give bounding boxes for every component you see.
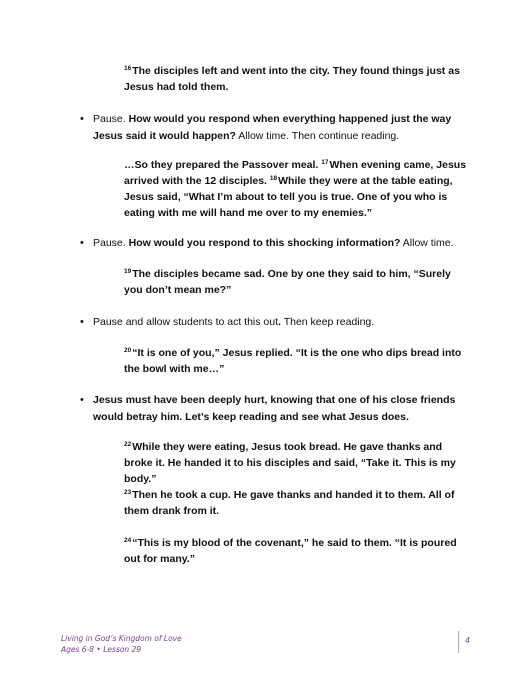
instruction-lead: Pause. bbox=[93, 237, 129, 249]
scripture-passage bbox=[124, 266, 469, 298]
bullet-icon: • bbox=[80, 394, 84, 406]
verse-number: 24 bbox=[124, 537, 132, 544]
instruction-text bbox=[93, 392, 483, 426]
page-number: 4 bbox=[465, 636, 471, 645]
footer-divider bbox=[458, 631, 459, 653]
scripture-passage bbox=[124, 535, 469, 567]
verse-text: …So they prepared the Passover meal. bbox=[124, 159, 322, 171]
instruction-text bbox=[93, 111, 483, 145]
teacher-commentary: Jesus must have been deeply hurt, knowing that one of his close friends would betray him. Let’s keep reading and see what Jesus does. bbox=[93, 394, 456, 423]
instruction-period: . bbox=[278, 316, 281, 328]
scripture-passage bbox=[124, 157, 469, 221]
bullet-icon: • bbox=[80, 316, 84, 328]
scripture-passage bbox=[124, 439, 469, 487]
footer-curriculum-title: Living in God’s Kingdom of Love bbox=[61, 634, 182, 643]
footer-lesson-info: Ages 6-8 • Lesson 29 bbox=[61, 645, 142, 654]
bullet-icon: • bbox=[80, 113, 84, 125]
verse-number: 23 bbox=[124, 489, 132, 496]
verse-text: The disciples left and went into the city. They found things just as Jesus had told them. bbox=[124, 65, 460, 93]
scripture-passage bbox=[124, 345, 469, 377]
verse-number: 16 bbox=[124, 65, 132, 72]
instruction-text bbox=[93, 235, 483, 252]
verse-number: 17 bbox=[321, 159, 329, 166]
verse-text: Then he took a cup. He gave thanks and handed it to them. All of them drank from it. bbox=[124, 489, 455, 517]
verse-text: While they were at the table eating, Jesus said, “What I’m about to tell you is true. One of you who is eating with me will hand me over to my enemies.” bbox=[124, 175, 453, 219]
verse-text: When evening came, Jesus arrived with the 12 disciples. bbox=[124, 159, 467, 187]
verse-text: “It is one of you,” Jesus replied. “It is the one who dips bread into the bowl with me…” bbox=[124, 347, 462, 375]
instruction-lead: Pause. bbox=[93, 113, 129, 125]
verse-text: The disciples became sad. One by one they said to him, “Surely you don’t mean me?” bbox=[124, 268, 451, 296]
instruction-tail: Allow time. Then continue reading. bbox=[235, 130, 400, 142]
verse-text: “This is my blood of the covenant,” he said to them. “It is poured out for many.” bbox=[124, 537, 457, 565]
discussion-question: How would you respond when everything happened just the way Jesus said it would happen? bbox=[93, 113, 452, 142]
scripture-passage bbox=[124, 487, 469, 519]
bullet-icon: • bbox=[80, 237, 84, 249]
scripture-passage bbox=[124, 63, 469, 95]
verse-number: 18 bbox=[269, 175, 278, 182]
discussion-question: How would you respond to this shocking information? bbox=[128, 237, 401, 249]
verse-number: 22 bbox=[124, 441, 132, 448]
instruction-tail: Allow time. bbox=[400, 237, 454, 249]
verse-number: 20 bbox=[124, 347, 132, 354]
instruction-lead: Pause and allow students to act this out bbox=[93, 316, 279, 328]
verse-text: While they were eating, Jesus took bread. He gave thanks and broke it. He handed it to his disciples and said, “Take it. This is my body.” bbox=[124, 441, 456, 485]
instruction-text bbox=[93, 314, 483, 331]
instruction-tail: Then keep reading. bbox=[280, 316, 375, 328]
verse-number: 19 bbox=[124, 268, 132, 275]
